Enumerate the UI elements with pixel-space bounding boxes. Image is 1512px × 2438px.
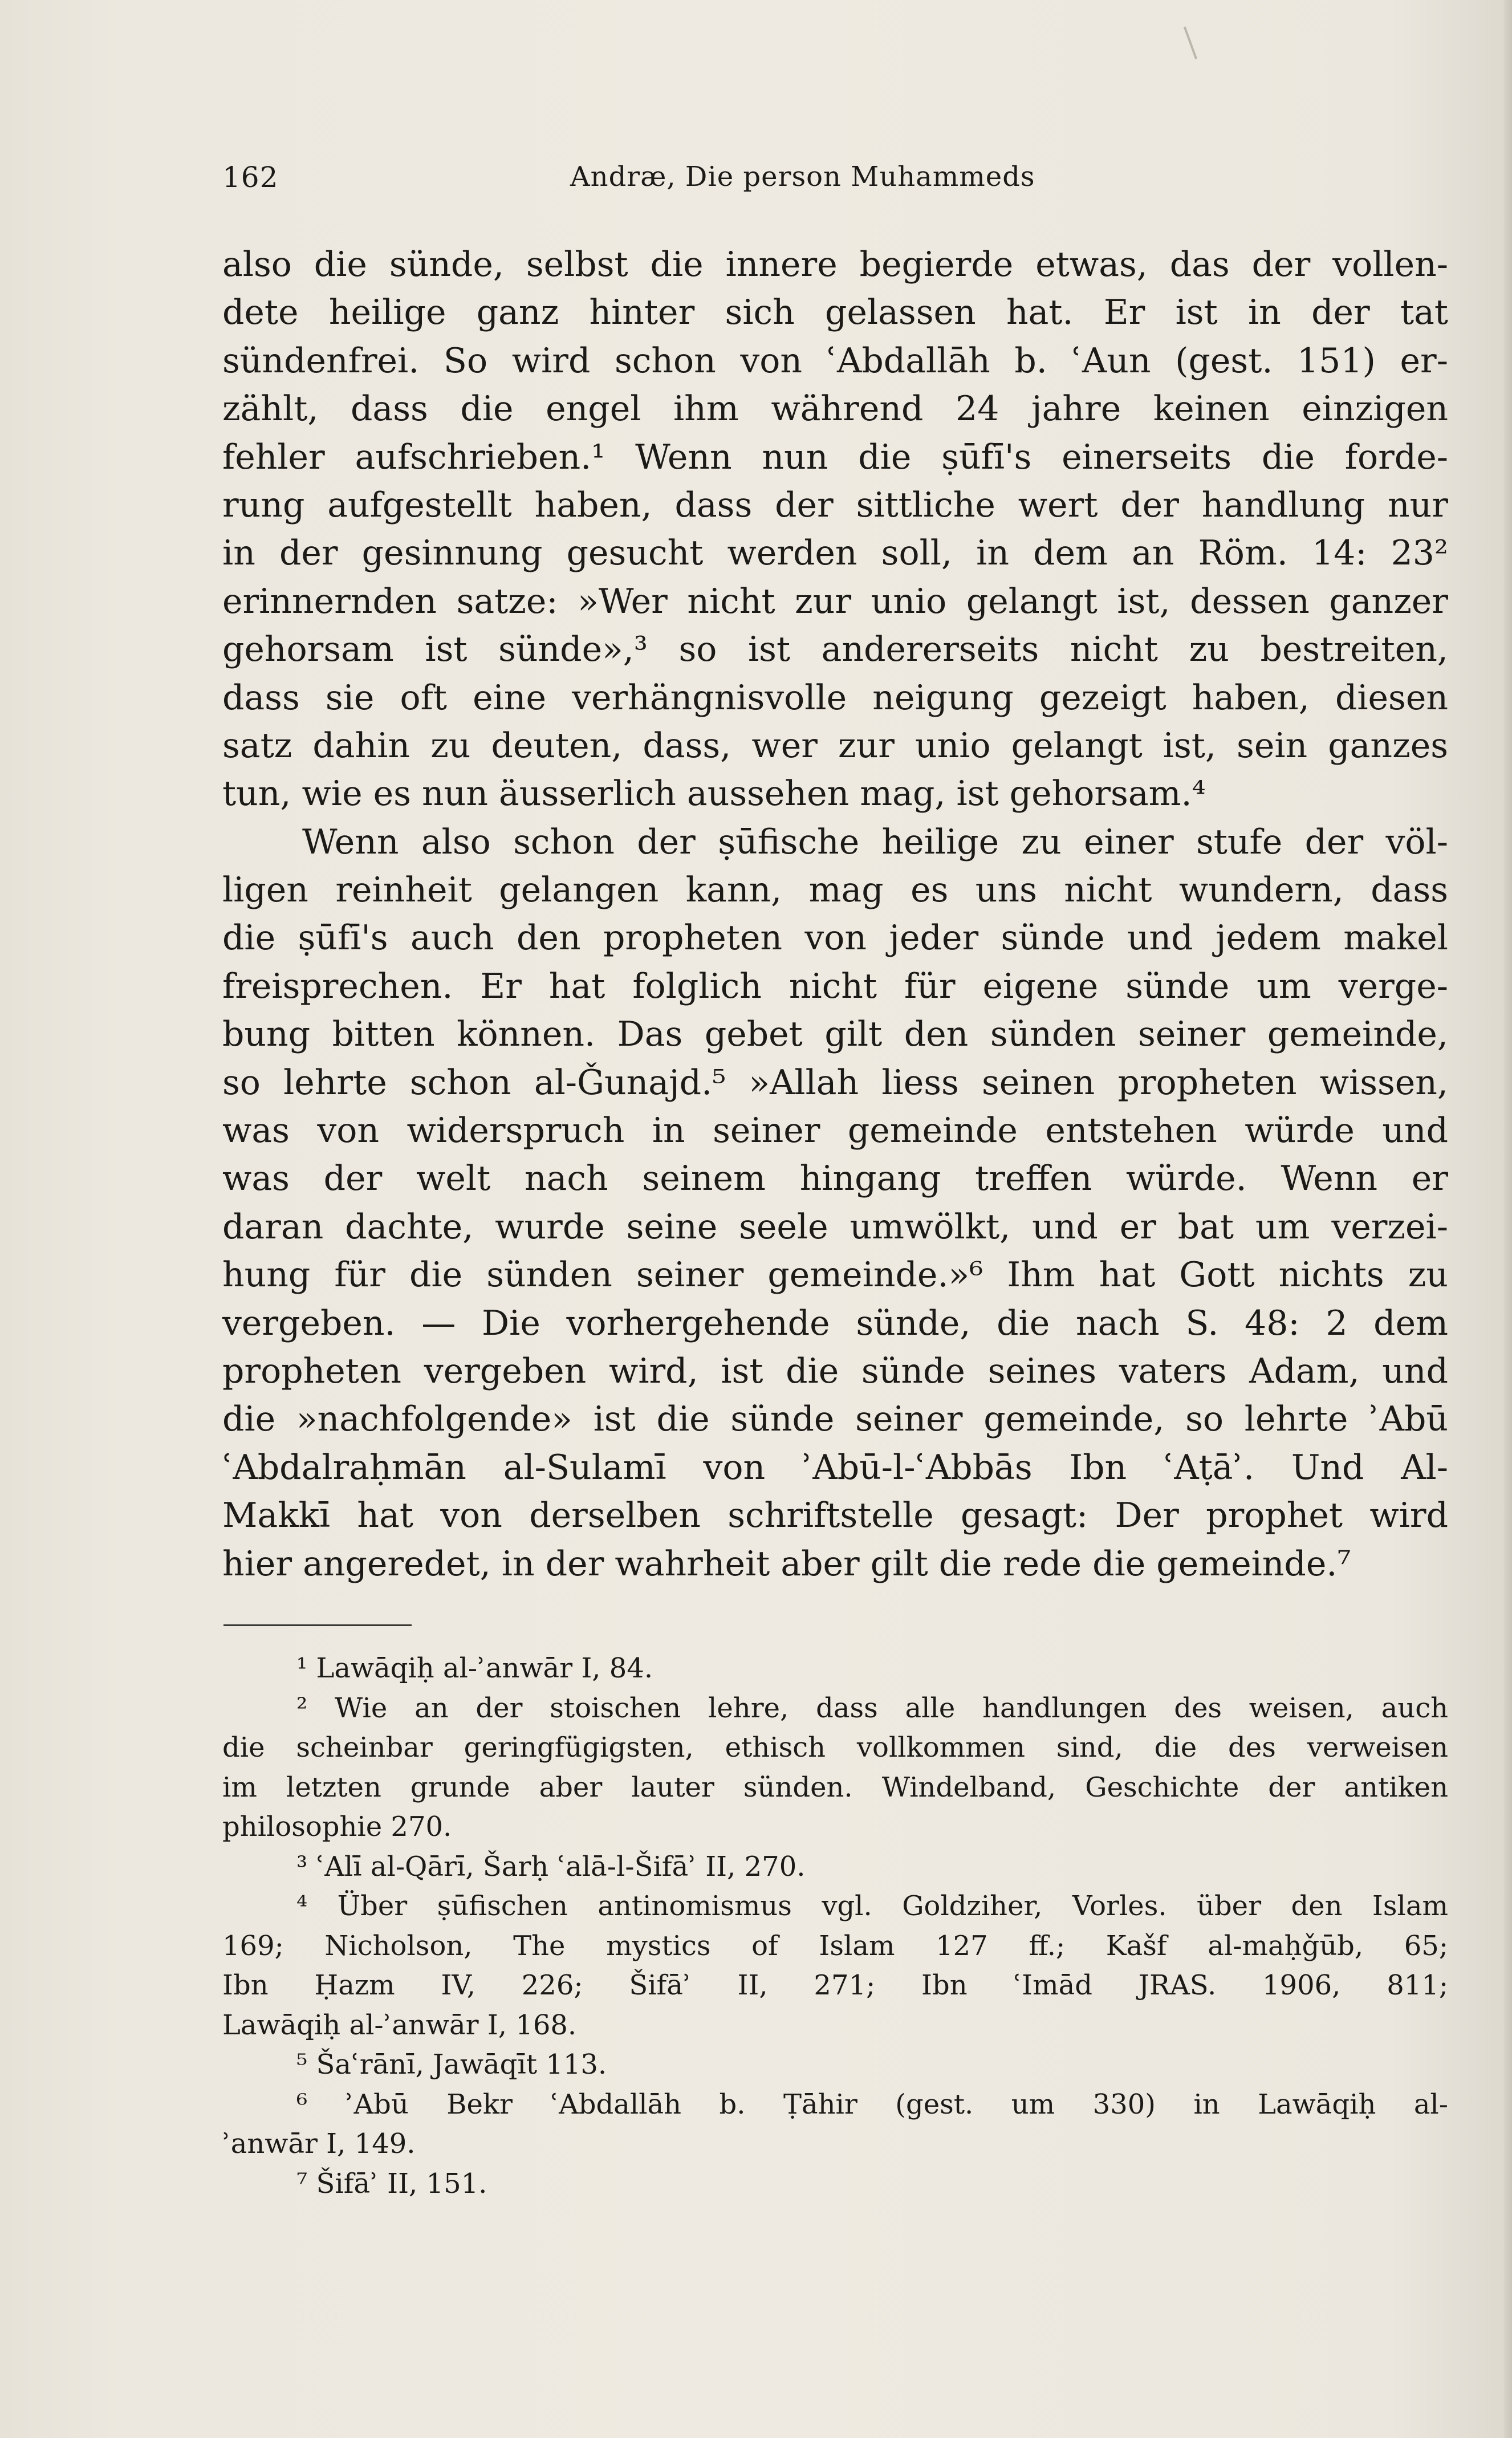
footnote-line: ʾanwār I, 149.	[222, 2128, 416, 2160]
footnote-line: ⁷ Šifāʾ II, 151.	[296, 2167, 487, 2200]
footnote-line: ⁶ ʾAbū Bekr ʿAbdallāh b. Ṭāhir (gest. um 330) in Lawāqiḥ al-	[296, 2088, 1448, 2120]
body-line: so lehrte schon al-Ǧunajd.⁵ »Allah liess seinen propheten wissen,	[222, 1062, 1448, 1103]
footnote-line: ⁵ Šaʿrānī, Jawāqīt 113.	[296, 2049, 607, 2081]
body-line: die »nachfolgende» ist die sünde seiner gemeinde, so lehrte ʾAbū	[222, 1399, 1448, 1440]
body-line: was von widerspruch in seiner gemeinde entstehen würde und	[222, 1111, 1448, 1151]
footnote-line: ³ ʿAlī al-Qārī, Šarḥ ʿalā-l-Šifāʾ II, 270.	[296, 1850, 806, 1883]
paper-mark	[1184, 21, 1213, 59]
footnote-line: die scheinbar geringfügigsten, ethisch vollkommen sind, die des verweisen	[222, 1732, 1448, 1764]
footnote-line: philosophie 270.	[222, 1811, 452, 1843]
footnote-line: ⁴ Über ṣūfischen antinomismus vgl. Goldziher, Vorles. über den Islam	[296, 1890, 1448, 1922]
body-line: Makkī hat von derselben schriftstelle gesagt: Der prophet wird	[222, 1496, 1448, 1536]
footnote-rule	[223, 1624, 412, 1626]
body-line: tun, wie es nun äusserlich aussehen mag, ist gehorsam.⁴	[222, 774, 1206, 814]
footnote-line: ¹ Lawāqiḥ al-ʾanwār I, 84.	[296, 1652, 653, 1684]
footnotes	[222, 1649, 1448, 2204]
page-edge	[1504, 0, 1512, 2438]
body-line: also die sünde, selbst die innere begierde etwas, das der vollen-	[222, 245, 1448, 285]
page-header	[222, 161, 1100, 201]
body-line: freisprechen. Er hat folglich nicht für eigene sünde um verge-	[222, 966, 1448, 1006]
body-line: dass sie oft eine verhängnisvolle neigung gezeigt haben, diesen	[222, 677, 1448, 718]
body-line: vergeben. — Die vorhergehende sünde, die nach S. 48: 2 dem	[222, 1303, 1448, 1343]
body-line: in der gesinnung gesucht werden soll, in dem an Röm. 14: 23²	[222, 533, 1448, 574]
body-line: satz dahin zu deuten, dass, wer zur unio gelangt ist, sein ganzes	[222, 725, 1448, 766]
body-line: ʿAbdalraḥmān al-Sulamī von ʾAbū-l-ʿAbbās Ibn ʿAṭāʾ. Und Al-	[222, 1447, 1448, 1488]
body-line: was der welt nach seinem hingang treffen würde. Wenn er	[222, 1159, 1448, 1199]
body-line: daran dachte, wurde seine seele umwölkt, und er bat um verzei-	[222, 1206, 1448, 1247]
body-line: Wenn also schon der ṣūfische heilige zu einer stufe der völ-	[302, 822, 1448, 862]
body-line: hier angeredet, in der wahrheit aber gilt die rede die gemeinde.⁷	[222, 1543, 1351, 1584]
footnote-line: Lawāqiḥ al-ʾanwār I, 168.	[222, 2009, 577, 2041]
body-line: rung aufgestellt haben, dass der sittliche wert der handlung nur	[222, 485, 1448, 525]
body-line: dete heilige ganz hinter sich gelassen hat. Er ist in der tat	[222, 292, 1448, 333]
body-line: sündenfrei. So wird schon von ʿAbdallāh b. ʿAun (gest. 151) er-	[222, 340, 1448, 381]
body-line: gehorsam ist sünde»,³ so ist andererseits nicht zu bestreiten,	[222, 629, 1448, 670]
footnote-line: 169; Nicholson, The mystics of Islam 127 ff.; Kašf al-maḥǧūb, 65;	[222, 1929, 1448, 1962]
body-text	[222, 241, 1448, 1588]
body-line: ligen reinheit gelangen kann, mag es uns nicht wundern, dass	[222, 870, 1448, 911]
body-line: propheten vergeben wird, ist die sünde seines vaters Adam, und	[222, 1351, 1448, 1391]
body-line: erinnernden satze: »Wer nicht zur unio gelangt ist, dessen ganzer	[222, 581, 1448, 621]
footnote-line: im letzten grunde aber lauter sünden. Windelband, Geschichte der antiken	[222, 1771, 1448, 1803]
body-line: bung bitten können. Das gebet gilt den sünden seiner gemeinde,	[222, 1014, 1448, 1055]
page-number: 162	[222, 161, 279, 194]
footnote-line: Ibn Ḥazm IV, 226; Šifāʾ II, 271; Ibn ʿImād JRAS. 1906, 811;	[222, 1969, 1448, 2001]
body-line: fehler aufschrieben.¹ Wenn nun die ṣūfī's einerseits die forde-	[222, 437, 1448, 477]
body-line: die ṣūfī's auch den propheten von jeder sünde und jedem makel	[222, 918, 1448, 958]
footnote-line: ² Wie an der stoischen lehre, dass alle handlungen des weisen, auch	[296, 1692, 1448, 1724]
body-line: zählt, dass die engel ihm während 24 jahre keinen einzigen	[222, 389, 1448, 429]
body-line: hung für die sünden seiner gemeinde.»⁶ Ihm hat Gott nichts zu	[222, 1255, 1448, 1295]
running-head: Andræ, Die person Muhammeds	[570, 161, 1035, 193]
